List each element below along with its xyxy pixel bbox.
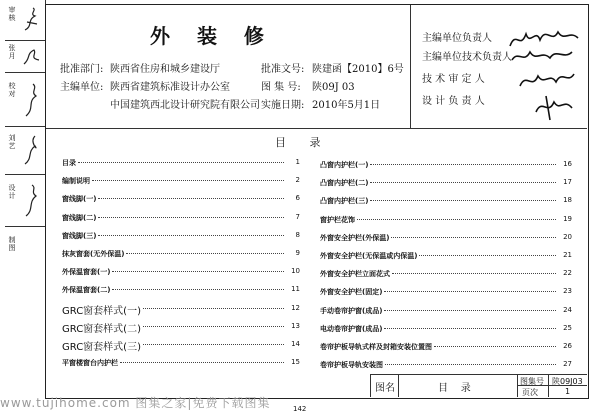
toc-entry-label: GRC窗套样式(三) bbox=[62, 342, 141, 353]
toc-entry-label: GRC窗套样式(一) bbox=[62, 305, 141, 317]
toc-leader-dots bbox=[143, 308, 284, 309]
toc-leader-dots bbox=[370, 164, 556, 165]
unit-head-label: 主编单位负责人 bbox=[422, 33, 492, 44]
margin-label-proofread: 校对 bbox=[8, 82, 16, 98]
toc-entry[interactable] bbox=[320, 160, 572, 170]
toc-entry[interactable] bbox=[320, 251, 572, 261]
margin-label-zhang-yue: 张月 bbox=[8, 44, 16, 60]
toc-entry-page: 15 bbox=[291, 358, 300, 367]
toc-entry-page: 14 bbox=[291, 340, 300, 348]
title-block-page-label: 页次 bbox=[522, 388, 538, 397]
toc-entry-label: 凸窗内护栏(二) bbox=[320, 179, 369, 188]
title-block-atlas-label: 图集号 bbox=[520, 377, 544, 386]
toc-entry[interactable] bbox=[320, 196, 572, 206]
toc-entry[interactable] bbox=[62, 213, 300, 223]
page-number: 142 bbox=[293, 405, 307, 413]
toc-entry[interactable] bbox=[62, 176, 300, 186]
toc-entry-page: 2 bbox=[295, 176, 300, 185]
approval-no-label: 批准文号: bbox=[261, 64, 305, 75]
document-title: 外 装 修 bbox=[150, 24, 274, 48]
toc-leader-dots bbox=[120, 362, 284, 363]
toc-entry[interactable] bbox=[62, 267, 300, 277]
title-block-top bbox=[370, 374, 587, 375]
toc-entry-label: 外保温窗套(一) bbox=[62, 268, 111, 277]
toc-entry[interactable] bbox=[320, 360, 572, 370]
toc-leader-dots bbox=[434, 346, 556, 347]
toc-entry-label: 外保温窗套(二) bbox=[62, 286, 111, 295]
toc-entry[interactable] bbox=[320, 215, 572, 225]
toc-leader-dots bbox=[112, 289, 284, 290]
margin-cell-review bbox=[5, 0, 45, 41]
toc-entry-label: 凸窗内护栏(一) bbox=[320, 161, 369, 169]
effective-date: 2010年5月1日 bbox=[312, 100, 381, 111]
margin-label-design: 设计 bbox=[8, 184, 16, 200]
toc-entry-label: 外窗安全护栏立面花式 bbox=[320, 270, 390, 279]
toc-entry-label: 窗线脚(一) bbox=[62, 195, 97, 204]
margin-cell-liu-yi bbox=[5, 126, 45, 175]
toc-entry[interactable] bbox=[62, 158, 300, 168]
toc-entry-page: 18 bbox=[563, 196, 572, 205]
title-block-page: 1 bbox=[565, 387, 571, 396]
toc-entry[interactable] bbox=[320, 233, 572, 243]
signature-proofread bbox=[21, 80, 43, 120]
toc-entry-page: 19 bbox=[563, 214, 572, 223]
toc-entry[interactable] bbox=[62, 303, 300, 317]
toc-entry-label: 手动卷帘护窗(成品) bbox=[320, 306, 383, 315]
toc-entry-page: 16 bbox=[563, 160, 572, 168]
toc-leader-dots bbox=[112, 271, 284, 272]
toc-entry[interactable] bbox=[320, 269, 572, 279]
chief-unit-1: 陕西省建筑标准设计办公室 bbox=[110, 82, 230, 93]
signature-review bbox=[21, 6, 43, 34]
watermark-text: www.tujihome.com 图集之家|免费下载图集 bbox=[0, 396, 271, 410]
toc-entry-page: 21 bbox=[563, 251, 572, 259]
responsible-signatures bbox=[506, 20, 586, 128]
signature-design bbox=[21, 182, 43, 220]
toc-leader-dots bbox=[419, 255, 556, 256]
toc-entry-page: 27 bbox=[563, 360, 572, 369]
margin-cell-zhang-yue bbox=[5, 40, 45, 73]
approval-no: 陕建函【2010】6号 bbox=[312, 64, 404, 75]
toc-leader-dots bbox=[357, 219, 556, 220]
toc-leader-dots bbox=[385, 364, 556, 365]
toc-entry[interactable] bbox=[62, 194, 300, 204]
atlas-no: 陕09J 03 bbox=[312, 82, 355, 93]
toc-entry-page: 6 bbox=[295, 194, 300, 203]
toc-entry-label: 外窗安全护栏(无保温或内保温) bbox=[320, 252, 418, 260]
toc-entry[interactable] bbox=[62, 249, 300, 259]
toc-entry-label: 凸窗内护栏(三) bbox=[320, 197, 369, 206]
toc-entry-page: 25 bbox=[563, 323, 572, 332]
toc-entry-label: GRC窗套样式(二) bbox=[62, 323, 141, 335]
toc-entry-label: 窗护栏花饰 bbox=[320, 215, 355, 224]
toc-leader-dots bbox=[392, 273, 556, 274]
margin-cell-proofread bbox=[5, 72, 45, 127]
toc-entry[interactable] bbox=[62, 231, 300, 241]
toc-entry-page: 11 bbox=[291, 285, 300, 294]
toc-entry-label: 外窗安全护栏(外保温) bbox=[320, 233, 390, 242]
toc-leader-dots bbox=[384, 291, 556, 292]
toc-entry-label: 抹灰窗套(无外保温) bbox=[62, 250, 125, 258]
margin-label-liu-yi: 刘艺 bbox=[8, 134, 16, 150]
margin-cell-drafting bbox=[5, 226, 45, 270]
toc-heading: 目 录 bbox=[275, 136, 331, 149]
design-head-label: 设 计 负 责 人 bbox=[422, 96, 485, 107]
toc-entry-page: 22 bbox=[563, 269, 572, 278]
approval-dept: 陕西省住房和城乡建设厅 bbox=[110, 64, 220, 75]
toc-entry-page: 23 bbox=[563, 287, 572, 296]
title-block-name-label: 图名 bbox=[375, 383, 395, 394]
title-block-name: 目 录 bbox=[438, 383, 471, 394]
toc-leader-dots bbox=[391, 237, 556, 238]
toc-entry[interactable] bbox=[320, 306, 572, 316]
toc-entry-label: 卷帘护板导轨安装图 bbox=[320, 361, 383, 370]
toc-leader-dots bbox=[98, 198, 284, 199]
toc-entry[interactable] bbox=[62, 340, 300, 353]
tech-head-label: 主编单位技术负责人 bbox=[422, 52, 512, 63]
toc-leader-dots bbox=[98, 217, 284, 218]
toc-leader-dots bbox=[370, 182, 556, 183]
toc-entry-label: 目录 bbox=[62, 159, 76, 167]
toc-entry-page: 1 bbox=[295, 158, 300, 166]
margin-label-drafting: 制图 bbox=[8, 236, 16, 252]
toc-entry-page: 12 bbox=[291, 303, 300, 312]
tech-reviewer-label: 技 术 审 定 人 bbox=[422, 74, 485, 85]
toc-entry-label: 编制说明 bbox=[62, 177, 90, 186]
toc-entry-label: 电动卷帘护窗(成品) bbox=[320, 324, 383, 333]
toc-entry[interactable] bbox=[320, 287, 572, 297]
left-margin-strip bbox=[5, 0, 46, 270]
toc-leader-dots bbox=[98, 235, 284, 236]
toc-entry-page: 13 bbox=[291, 321, 300, 330]
toc-leader-dots bbox=[370, 200, 556, 201]
toc-leader-dots bbox=[384, 310, 556, 311]
toc-entry-page: 17 bbox=[563, 178, 572, 187]
toc-entry[interactable] bbox=[62, 321, 300, 335]
atlas-no-label: 图 集 号: bbox=[261, 82, 301, 93]
toc-entry-page: 20 bbox=[563, 232, 572, 241]
toc-entry-label: 窗线脚(三) bbox=[62, 231, 97, 240]
toc-entry[interactable] bbox=[320, 324, 572, 334]
toc-entry-page: 24 bbox=[563, 305, 572, 314]
margin-label-review: 审核 bbox=[8, 6, 16, 22]
toc-leader-dots bbox=[92, 180, 284, 181]
chief-unit-2: 中国建筑西北设计研究院有限公司 bbox=[110, 100, 260, 111]
toc-entry[interactable] bbox=[320, 342, 572, 352]
toc-entry[interactable] bbox=[320, 178, 572, 188]
approval-dept-label: 批准部门: bbox=[60, 64, 104, 75]
toc-leader-dots bbox=[143, 326, 284, 327]
toc-entry-label: 外窗安全护栏(固定) bbox=[320, 288, 383, 297]
toc-entry-page: 10 bbox=[291, 267, 300, 276]
toc-entry-label: 平窗楼窗台内护栏 bbox=[62, 359, 118, 368]
toc-entry-page: 8 bbox=[295, 230, 300, 239]
toc-entry[interactable] bbox=[62, 358, 300, 368]
signature-zhang-yue bbox=[21, 44, 43, 68]
toc-leader-dots bbox=[384, 328, 556, 329]
signature-liu-yi bbox=[21, 132, 43, 168]
effective-label: 实施日期: bbox=[261, 100, 305, 111]
chief-unit-label: 主编单位: bbox=[60, 82, 104, 93]
toc-leader-dots bbox=[143, 344, 284, 345]
toc-entry-page: 7 bbox=[295, 212, 300, 221]
margin-cell-design bbox=[5, 174, 45, 227]
toc-leader-dots bbox=[78, 162, 284, 163]
toc-entry-label: 卷帘护板导轨式样及封箱安装位置图 bbox=[320, 343, 432, 351]
toc-leader-dots bbox=[126, 253, 284, 254]
toc-entry-label: 窗线脚(二) bbox=[62, 213, 97, 222]
header-divider bbox=[46, 128, 587, 129]
toc-entry-page: 9 bbox=[295, 249, 300, 257]
toc-entry[interactable] bbox=[62, 285, 300, 295]
header-vertical-divider bbox=[410, 5, 411, 128]
toc-entry-page: 26 bbox=[563, 342, 572, 350]
title-block-atlas: 陕09J03 bbox=[552, 377, 583, 386]
